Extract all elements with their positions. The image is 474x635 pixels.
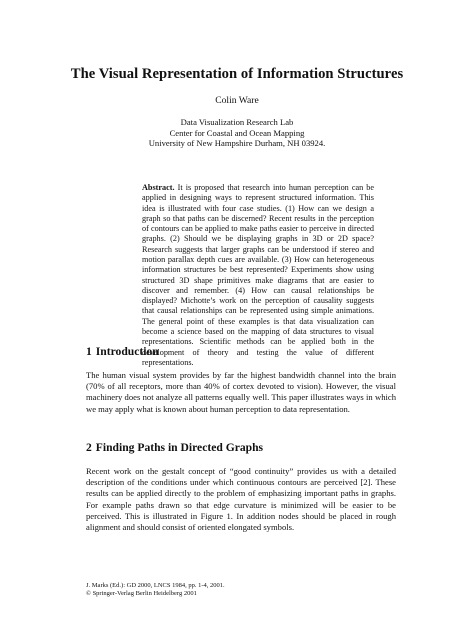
affiliation [0, 117, 474, 149]
affiliation-line: Center for Coastal and Ocean Mapping [169, 127, 305, 138]
author-name: Colin Ware [215, 95, 259, 106]
copyright-footer [86, 582, 225, 599]
affiliation-line: University of New Hampshire Durham, NH 03924. [148, 138, 326, 149]
section-title: Introduction [95, 345, 159, 358]
section-title: Finding Paths in Directed Graphs [95, 441, 264, 454]
affiliation-line: Data Visualization Research Lab [180, 117, 294, 127]
section-body-finding-paths: Recent work on the gestalt concept of “good continuity” provides us with a detailed description of the conditions under which continuous contours are perceived [2]. These results can be applied directly to the problem of emphasizing important paths in graphs. For example paths drawn so that edge curvature is minimized will be easier to be perceived. This is illustrated in Figure 1. In addition nodes should be placed in rough alignment and should consist of oriented elongated symbols. [86, 466, 396, 533]
section-number: 2 [86, 441, 92, 454]
paper-title: The Visual Representation of Information Structures [70, 66, 404, 82]
abstract [142, 183, 374, 368]
section-number: 1 [86, 345, 92, 358]
copyright-line: © Springer-Verlag Berlin Heidelberg 2001 [86, 590, 197, 598]
section-heading-finding-paths [86, 441, 263, 454]
section-heading-introduction [86, 345, 159, 358]
section-body-introduction: The human visual system provides by far the highest bandwidth channel into the brain (70% of all receptors, more than 40% of cortex devoted to vision). However, the visual machinery does not analyze all patterns equally well. This paper illustrates ways in which we may apply what is known about human perception to data representation. [86, 370, 396, 414]
abstract-text: It is proposed that research into human perception can be applied in designing ways to represent structured information. This idea is illustrated with four case studies. (1) How can we design a graph so that paths can be discerned? Recent results in the perception of contours can be applied to make paths easier to perceive in directed graphs. (2) Should we be displaying graphs in 3D or 2D space? Research suggests that larger graphs can be understood if stereo and motion parallax depth cues are available. (3) How can heterogeneous information structures be best represented? Experiments show using structured 3D shape primitives make diagrams that are easier to discover and remember. (4) How can causal relationships be displayed? Michotte’s work on the perception of causality suggests that causal relationships can be represented using simple animations. The general point of these examples is that data visualization can become a science based on the mapping of data structures to visual representations. Scientific methods can be applied both in the development of theory and testing the value of different representations. [142, 183, 375, 367]
abstract-label: Abstract. [142, 183, 175, 192]
citation-line: J. Marks (Ed.): GD 2000, LNCS 1984, pp. 1-4, 2001. [86, 582, 225, 589]
